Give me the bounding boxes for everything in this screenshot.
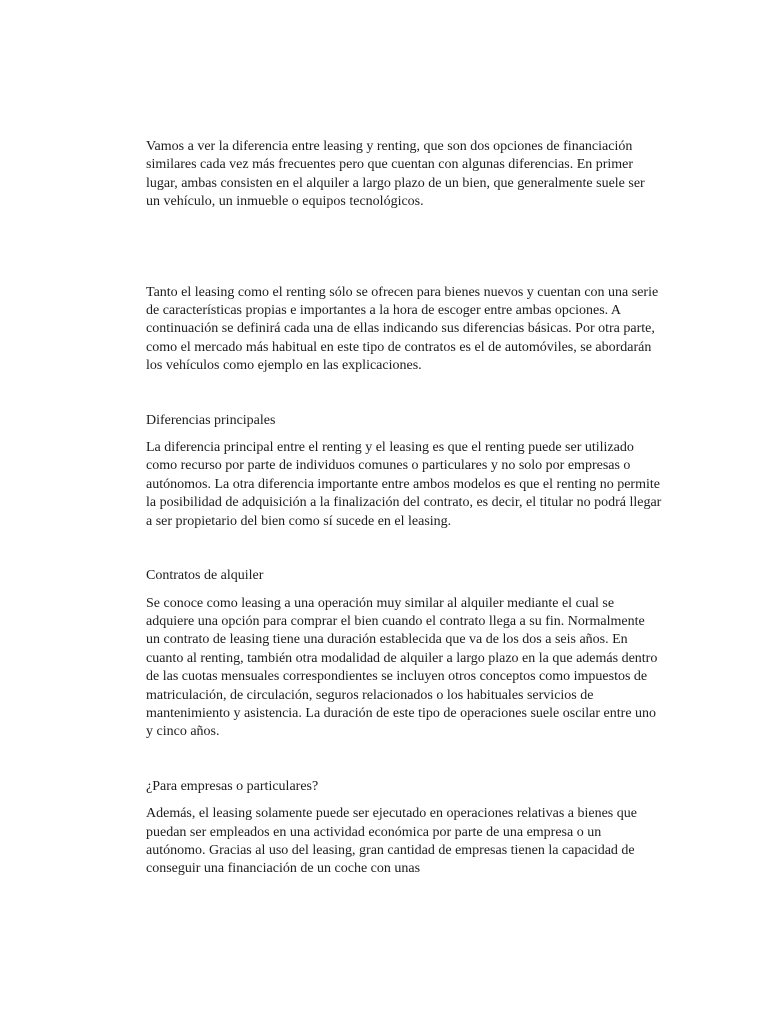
- section-body-empresas: Además, el leasing solamente puede ser ejecutado en operaciones relativas a bienes que puedan ser empleados en una actividad económica por parte de una empresa o un autónomo. Gracias al uso del leasing, gran cantidad de empresas tienen la capacidad de conseguir una financiación de un coche con unas: [146, 806, 637, 877]
- spacer: [146, 742, 662, 778]
- paragraph-overview: Tanto el leasing como el renting sólo se ofrecen para bienes nuevos y cuentan con una serie de características propias e importantes a la hora de escoger entre ambas opciones. A continuación se definirá cada una de ellas indicando sus diferencias básicas. Por otra parte, como el mercado más habitual en este tipo de contratos es el de automóviles, se abordarán los vehículos como ejemplo en las explicaciones.: [146, 284, 659, 374]
- spacer: [146, 376, 662, 412]
- section-heading-empresas: ¿Para empresas o particulares?: [146, 778, 319, 794]
- spacer: [146, 586, 662, 595]
- spacer: [146, 430, 662, 439]
- section-body-contratos: Se conoce como leasing a una operación muy similar al alquiler mediante el cual se adquiere una opción para comprar el bien cuando el contrato llega a su fin. Normalmente un contrato de leasing tiene una duración establecida que va de los dos a seis años. En cuanto al renting, también otra modalidad de alquiler a largo plazo en la que además dentro de las cuotas mensuales correspondientes se incluyen otros conceptos como impuestos de matriculación, de circulación, seguros relacionados o los habituales servicios de mantenimiento y asistencia. La duración de este tipo de operaciones suele oscilar entre uno y cinco años.: [146, 595, 658, 740]
- document-page: [146, 138, 662, 879]
- section-heading-diferencias: Diferencias principales: [146, 412, 276, 428]
- spacer: [146, 212, 662, 284]
- spacer: [146, 796, 662, 805]
- section-body-diferencias: La diferencia principal entre el renting y el leasing es que el renting puede ser utilizado como recurso por parte de individuos comunes o particulares y no solo por empresas o autónomos. La otra diferencia importante entre ambos modelos es que el renting no permite la posibilidad de adquisición a la finalización del contrato, es decir, el titular no podrá llegar a ser propietario del bien como sí sucede en el leasing.: [146, 440, 662, 529]
- section-heading-contratos: Contratos de alquiler: [146, 568, 264, 584]
- intro-paragraph: Vamos a ver la diferencia entre leasing y renting, que son dos opciones de financiación similares cada vez más frecuentes pero que cuentan con algunas diferencias. En primer lugar, ambas consisten en el alquiler a largo plazo de un bien, que generalmente suele ser un vehículo, un inmueble o equipos tecnológicos.: [146, 139, 645, 210]
- spacer: [146, 531, 662, 567]
